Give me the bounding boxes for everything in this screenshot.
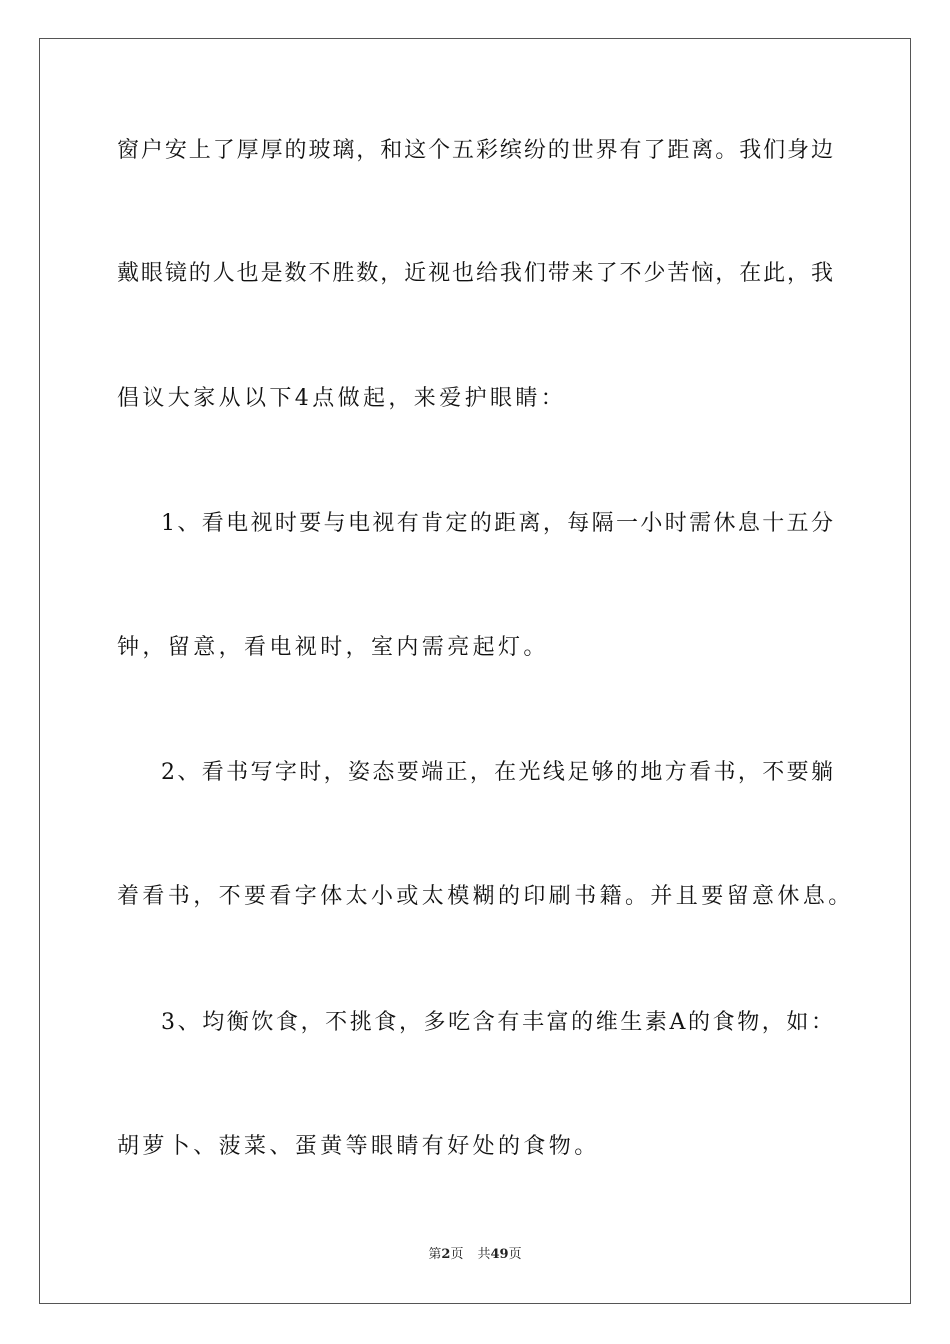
list-item-3-line-1: 3、均衡饮食，不挑食，多吃含有丰富的维生素A的食物，如： — [161, 1010, 833, 1035]
list-item-3-line-2: 胡萝卜、菠菜、蛋黄等眼睛有好处的食物。 — [117, 1134, 600, 1159]
page-number: 2 — [441, 1247, 451, 1262]
body-line-3: 倡议大家从以下4点做起，来爱护眼睛： — [117, 386, 567, 411]
body-line-2: 戴眼镜的人也是数不胜数，近视也给我们带来了不少苦恼，在此，我 — [117, 261, 833, 286]
total-pages: 49 — [490, 1247, 509, 1262]
total-prefix: 共 — [477, 1247, 491, 1262]
total-suffix: 页 — [508, 1247, 522, 1262]
list-item-2-line-1: 2、看书写字时，姿态要端正，在光线足够的地方看书，不要躺 — [161, 760, 833, 785]
list-item-1-line-2: 钟，留意，看电视时，室内需亮起灯。 — [117, 635, 549, 660]
list-item-1-line-1: 1、看电视时要与电视有肯定的距离，每隔一小时需休息十五分 — [161, 511, 833, 536]
page-footer — [0, 1246, 950, 1264]
page-prefix: 第 — [428, 1247, 442, 1262]
body-line-1: 窗户安上了厚厚的玻璃，和这个五彩缤纷的世界有了距离。我们身边 — [117, 138, 833, 163]
list-item-2-line-2: 着看书，不要看字体太小或太模糊的印刷书籍。并且要留意休息。 — [117, 884, 854, 909]
page-suffix: 页 — [450, 1247, 464, 1262]
page-border — [39, 38, 911, 1304]
